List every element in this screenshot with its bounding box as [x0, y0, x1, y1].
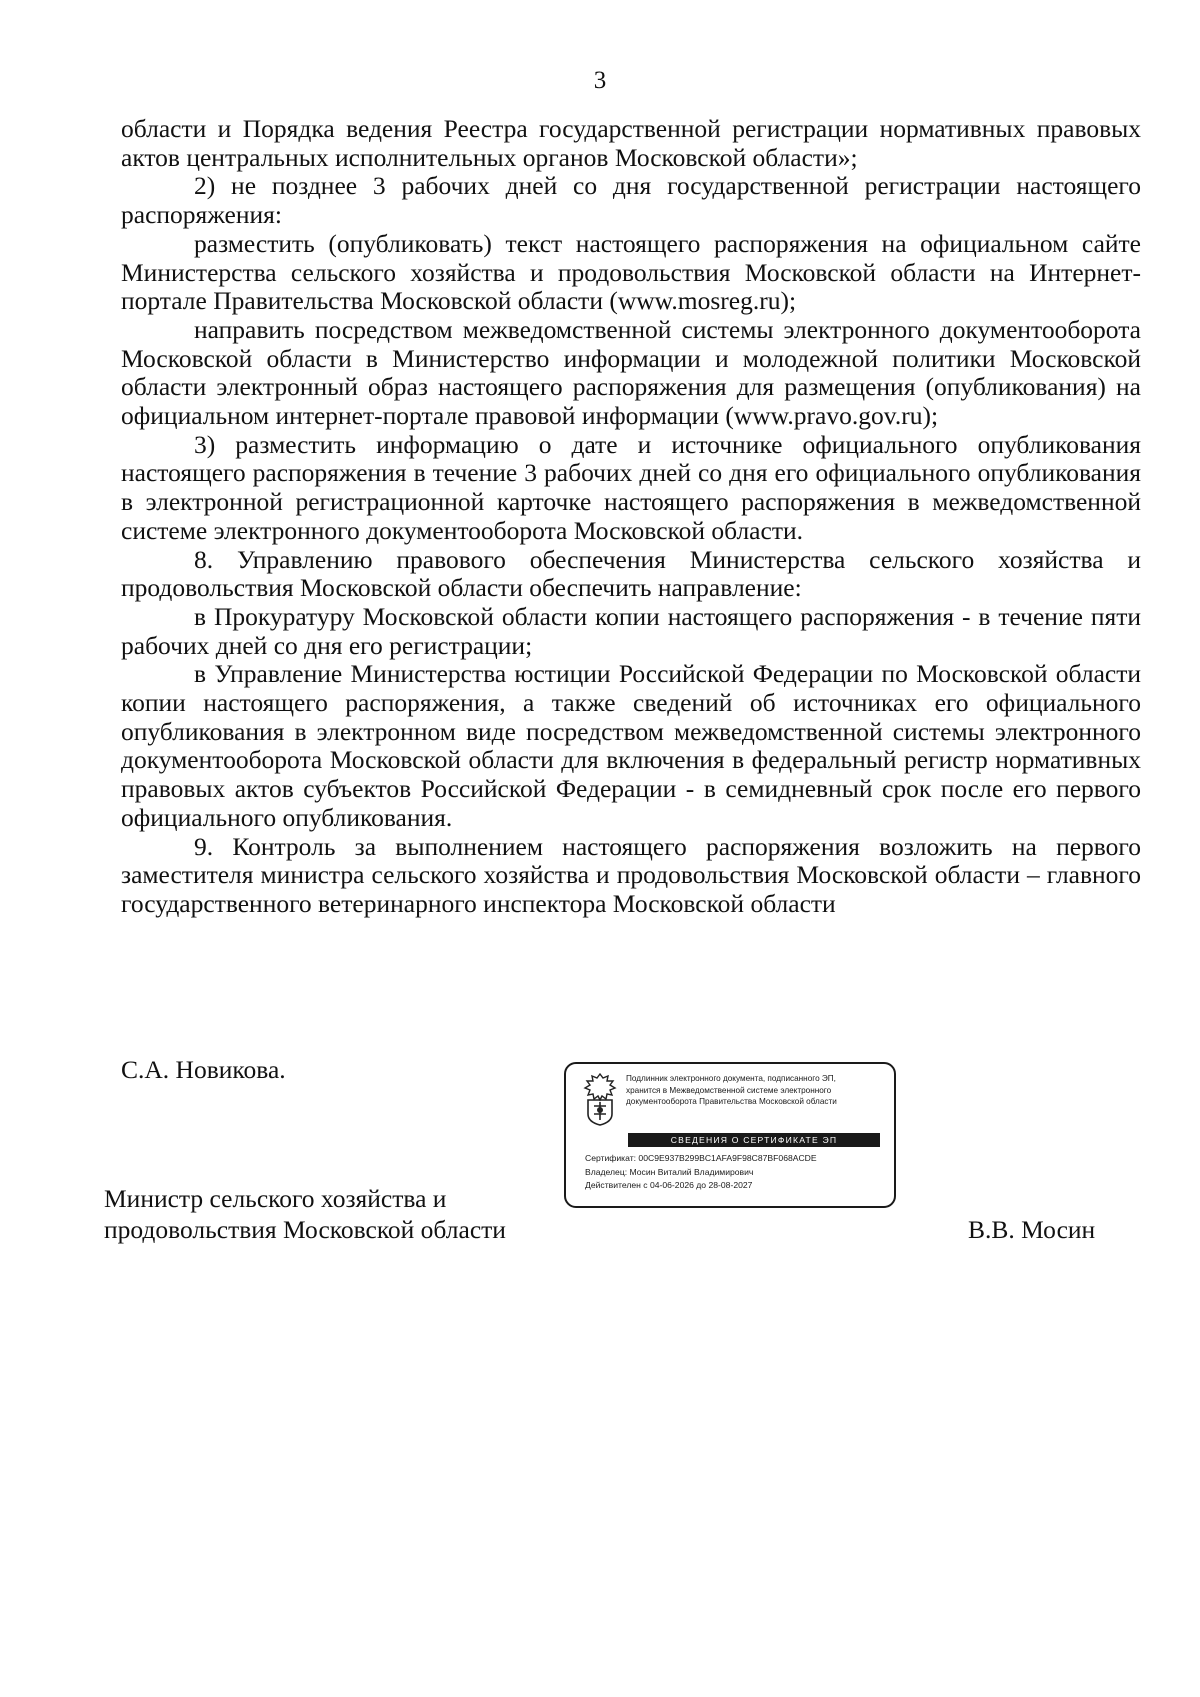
paragraph-item-2: 2) не позднее 3 рабочих дней со дня государственной регистрации настоящего распоряжения:	[121, 171, 1141, 230]
certificate-owner: Владелец: Мосин Виталий Владимирович	[585, 1166, 754, 1177]
paragraph-send-electronic: направить посредством межведомственной системы электронного документооборота Московской области в Министерство информации и молодежной политики Московской области электронный образ настоящего распоряжения для размещения (опубликования) на официальном интернет-портале правовой информации (www.pravo.gov.ru);	[121, 314, 1141, 431]
document-body	[121, 115, 1141, 919]
paragraph-publish-site: разместить (опубликовать) текст настоящего распоряжения на официальном сайте Министерства сельского хозяйства и продовольствия Московской области на Интернет-портале Правительства Московской области (www.mosreg.ru);	[121, 228, 1141, 316]
responsible-person-name: С.А. Новикова.	[121, 1055, 286, 1084]
stamp-header-line: документооборота Правительства Московской области	[626, 1097, 837, 1106]
paragraph-prosecutor: в Прокуратуру Московской области копии настоящего распоряжения - в течение пяти рабочих дней со дня его регистрации;	[121, 601, 1141, 660]
minister-title-line: Министр сельского хозяйства и	[104, 1184, 447, 1213]
stamp-header-line: хранится в Межведомственной системе электронного	[626, 1085, 832, 1095]
stamp-header-line: Подлинник электронного документа, подписанного ЭП,	[626, 1074, 836, 1083]
paragraph-item-3: 3) разместить информацию о дате и источнике официального опубликования настоящего распоряжения в течение 3 рабочих дней со дня его официального опубликования в электронной регистрационной карточке настоящего распоряжения в межведомственной системе электронного документооборота Московской области.	[121, 429, 1141, 545]
certificate-number: Сертификат: 00C9E937B299BC1AFA9F98C87BF068ACDE	[585, 1153, 817, 1163]
stamp-header	[626, 1073, 888, 1108]
paragraph-section-9: 9. Контроль за выполнением настоящего распоряжения возложить на первого заместителя министра сельского хозяйства и продовольствия Московской области – главного государственного ветеринарного инспектора Московской области	[121, 831, 1141, 918]
paragraph-continuation: области и Порядка ведения Реестра государственной регистрации нормативных правовых актов центральных исполнительных органов Московской области»;	[121, 114, 1141, 172]
page-number: 3	[593, 67, 607, 94]
paragraph-section-8: 8. Управлению правового обеспечения Министерства сельского хозяйства и продовольствия Московской области обеспечить направление:	[121, 544, 1141, 603]
minister-title	[104, 1183, 506, 1245]
minister-name: В.В. Мосин	[968, 1215, 1096, 1244]
electronic-signature-stamp	[564, 1062, 896, 1208]
moscow-oblast-coat-of-arms-icon	[580, 1072, 620, 1126]
certificate-details	[585, 1152, 885, 1193]
certificate-validity: Действителен с 04-06-2026 до 28-08-2027	[585, 1180, 753, 1190]
certificate-info-banner: СВЕДЕНИЯ О СЕРТИФИКАТЕ ЭП	[628, 1133, 880, 1147]
minister-title-line: продовольствия Московской области	[104, 1215, 506, 1244]
paragraph-justice-ministry: в Управление Министерства юстиции Российской Федерации по Московской области копии настоящего распоряжения, а также сведений об источниках его официального опубликования в электронном виде посредством межведомственной системы электронного документооборота Московской области для включения в федеральный регистр нормативных правовых актов субъектов Российской Федерации - в семидневный срок после его первого официального опубликования.	[121, 659, 1141, 832]
